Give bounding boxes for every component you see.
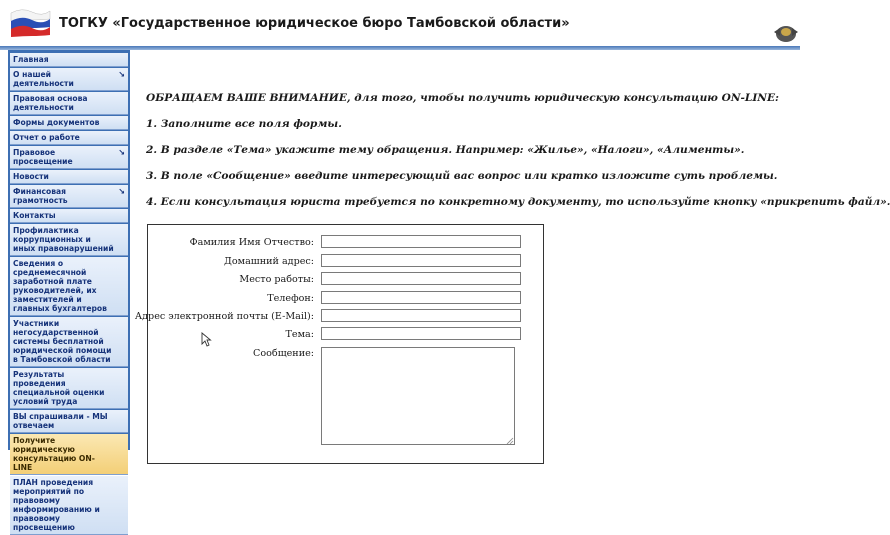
email-input[interactable] [321, 309, 521, 322]
submenu-arrow-icon: ↘ [118, 70, 125, 79]
sidebar-item-legal-aid-participants[interactable] [10, 317, 128, 367]
phone-input[interactable] [321, 291, 521, 304]
sidebar-item-label: ВЫ спрашивали - МЫ отвечаем [13, 412, 108, 430]
sidebar-item-salary-info[interactable] [10, 257, 128, 316]
sidebar-item-label: Получите юридическую консультацию ON-LINE [13, 436, 95, 472]
emblem-icon [772, 22, 800, 44]
sidebar-item-label: Отчет о работе [13, 133, 80, 142]
step-4: 4. Если консультация юриста требуется по конкретному документу, то используйте кнопку «прикрепить файл». [146, 196, 890, 208]
address-label: Домашний адрес: [224, 256, 314, 267]
sidebar-item-online-consultation[interactable] [10, 434, 128, 475]
sidebar-item-events-plan[interactable] [10, 476, 128, 535]
sidebar-item-label: ПЛАН проведения мероприятий по правовому информированию и правовому просвещению [13, 478, 100, 532]
sidebar-item-news[interactable] [10, 170, 128, 184]
submenu-arrow-icon: ↘ [118, 148, 125, 157]
sidebar-item-about[interactable] [10, 68, 128, 91]
sidebar-item-legal-basis[interactable] [10, 92, 128, 115]
email-label: Адрес электронной почты (E-Mail): [134, 311, 314, 322]
sidebar-item-label: Результаты проведения специальной оценки условий труда [13, 370, 105, 406]
sidebar-item-label: Новости [13, 172, 49, 181]
address-input[interactable] [321, 254, 521, 267]
mouse-cursor-icon [201, 332, 211, 347]
sidebar-item-report[interactable] [10, 131, 128, 145]
sidebar-item-document-forms[interactable] [10, 116, 128, 130]
sidebar-item-legal-education[interactable] [10, 146, 128, 169]
sidebar-item-faq[interactable] [10, 410, 128, 433]
sidebar-item-contacts[interactable] [10, 209, 128, 223]
topic-label: Тема: [285, 329, 314, 340]
sidebar-item-label: Правовое просвещение [13, 148, 73, 166]
message-label: Сообщение: [253, 348, 314, 359]
sidebar-item-labor-assessment[interactable] [10, 368, 128, 409]
submenu-arrow-icon: ↘ [118, 187, 125, 196]
sidebar-item-label: О нашей деятельности [13, 70, 74, 88]
sidebar-item-label: Правовая основа деятельности [13, 94, 88, 112]
sidebar-item-label: Профилактика коррупционных и иных правонарушений [13, 226, 114, 253]
step-2: 2. В разделе «Тема» укажите тему обращения. Например: «Жилье», «Налоги», «Алименты». [146, 144, 745, 156]
sidebar-item-anticorruption[interactable] [10, 224, 128, 256]
resize-grip-icon[interactable] [506, 437, 514, 445]
topic-input[interactable] [321, 327, 521, 340]
sidebar-item-label: Финансовая грамотность [13, 187, 68, 205]
step-3: 3. В поле «Сообщение» введите интересующий вас вопрос или кратко изложите суть проблемы. [146, 170, 778, 182]
russian-flag-icon [8, 7, 52, 39]
fio-input[interactable] [321, 235, 521, 248]
phone-label: Телефон: [267, 293, 314, 304]
notice-heading: ОБРАЩАЕМ ВАШЕ ВНИМАНИЕ, для того, чтобы получить юридическую консультацию ON-LINE: [146, 92, 779, 104]
sidebar-item-label: Контакты [13, 211, 56, 220]
work-label: Место работы: [239, 274, 314, 285]
sidebar-item-label: Участники негосударственной системы бесплатной юридической помощи в Тамбовской области [13, 319, 112, 364]
message-textarea[interactable] [321, 347, 515, 445]
sidebar-item-home[interactable] [10, 53, 128, 67]
sidebar-item-label: Формы документов [13, 118, 100, 127]
site-title: ТОГКУ «Государственное юридическое бюро Тамбовской области» [59, 16, 570, 31]
sidebar-nav [8, 50, 130, 532]
fio-label: Фамилия Имя Отчество: [189, 237, 314, 248]
sidebar-item-label: Главная [13, 55, 49, 64]
work-input[interactable] [321, 272, 521, 285]
step-1: 1. Заполните все поля формы. [146, 118, 342, 130]
site-header [0, 0, 800, 46]
sidebar-item-label: Сведения о среднемесячной заработной плате руководителей, их заместителей и главных бухгалтеров [13, 259, 107, 313]
sidebar-item-financial-literacy[interactable] [10, 185, 128, 208]
